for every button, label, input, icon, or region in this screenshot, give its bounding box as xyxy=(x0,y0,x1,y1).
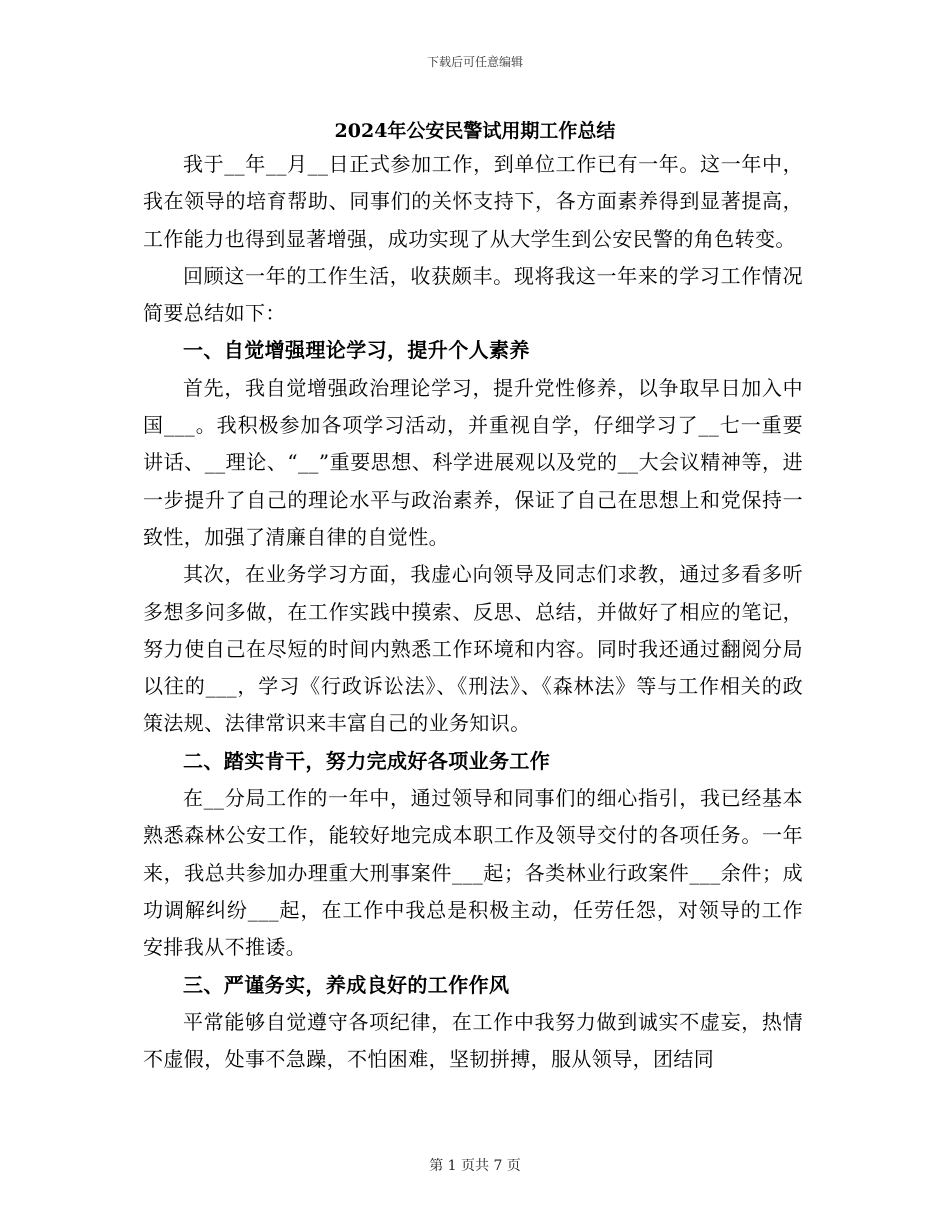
paragraph-business-study: 其次，在业务学习方面，我虚心向领导及同志们求教，通过多看多听多想多问多做，在工作实践中摸索、反思、总结，并做好了相应的笔记，努力使自己在尽短的时间内熟悉工作环境和内容。同时我还通过翻阅分局以往的___，学习《行政诉讼法》、《刑法》、《森林法》等与工作相关的政策法规、法律常识来丰富自己的业务知识。 xyxy=(143,562,803,736)
page-number: 第 1 页共 7 页 xyxy=(429,1158,521,1174)
paragraph-theory-study: 首先，我自觉增强政治理论学习，提升党性修养，以争取早日加入中国___。我积极参加各项学习活动，并重视自学，仔细学习了__七一重要讲话、__理论、“__”重要思想、科学进展观以及党的__大会议精神等，进一步提升了自己的理论水平与政治素养，保证了自己在思想上和党保持一致性，加强了清廉自律的自觉性。 xyxy=(143,375,803,549)
header-note: 下载后可任意编辑 xyxy=(426,55,523,69)
section-heading-2: 二、踏实肯干，努力完成好各项业务工作 xyxy=(183,748,551,773)
paragraph-intro: 我于__年__月__日正式参加工作，到单位工作已有一年。这一年中，我在领导的培育帮助、同事们的关怀支持下，各方面素养得到显著提高，工作能力也得到显著增强，成功实现了从大学生到公安民警的角色转变。 xyxy=(143,152,803,251)
document-body xyxy=(143,146,803,1078)
section-heading-3: 三、严谨务实，养成良好的工作作风 xyxy=(183,972,510,997)
paragraph-work-tasks: 在__分局工作的一年中，通过领导和同事们的细心指引，我已经基本熟悉森林公安工作，能较好地完成本职工作及领导交付的各项任务。一年来，我总共参加办理重大刑事案件___起；各类林业行政案件___余件；成功调解纠纷___起，在工作中我总是积极主动，任劳任怨，对领导的工作安排我从不推诿。 xyxy=(143,786,803,960)
paragraph-work-style: 平常能够自觉遵守各项纪律，在工作中我努力做到诚实不虚妄，热情不虚假，处事不急躁，不怕困难，坚韧拼搏，服从领导，团结同 xyxy=(143,1009,803,1072)
section-heading-1: 一、自觉增强理论学习，提升个人素养 xyxy=(183,338,530,363)
paragraph-overview: 回顾这一年的工作生活，收获颇丰。现将我这一年来的学习工作情况简要总结如下： xyxy=(143,263,803,326)
document-title: 2024年公安民警试用期工作总结 xyxy=(334,120,616,142)
